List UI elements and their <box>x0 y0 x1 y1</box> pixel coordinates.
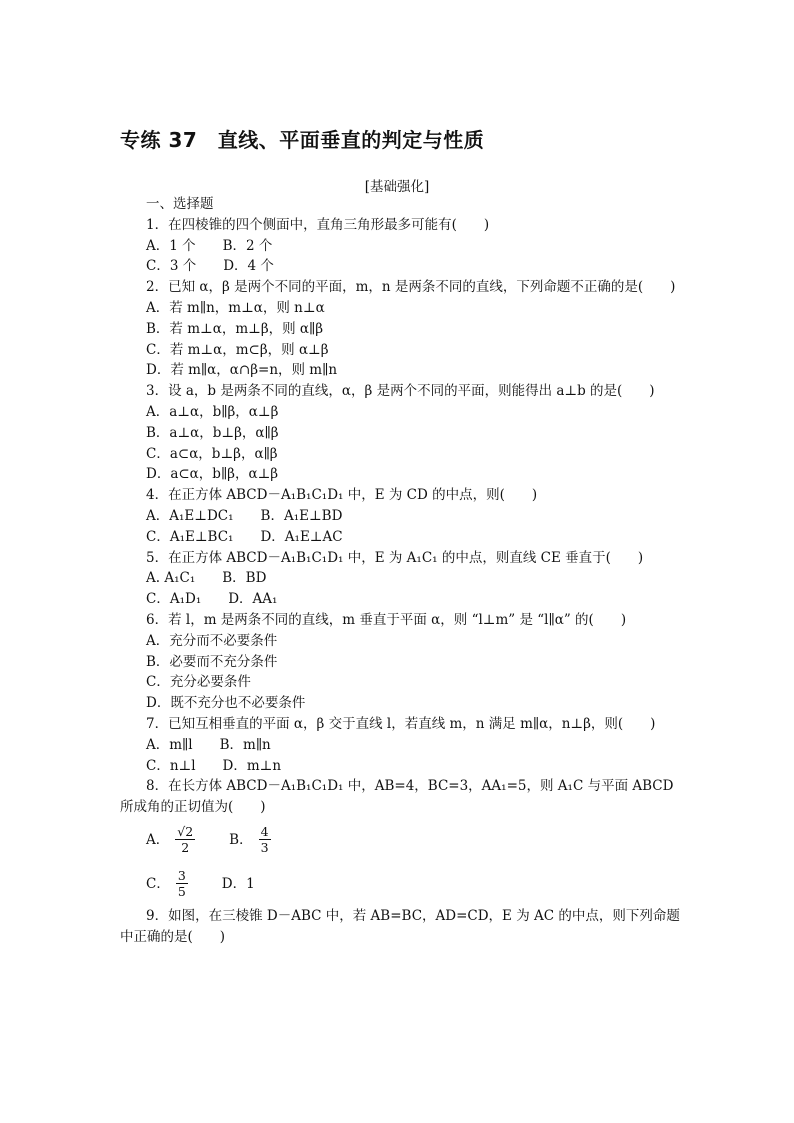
numerator: 3 <box>177 868 186 884</box>
fraction-b <box>259 824 271 855</box>
option-b: B．若 m⊥α，m⊥β，则 α∥β <box>146 320 324 337</box>
option-row: A．1 个 B．2 个 <box>146 237 273 254</box>
option-a: A．若 m∥n，m⊥α，则 n⊥α <box>146 299 325 316</box>
page-title: 专练 37 直线、平面垂直的判定与性质 <box>120 128 485 152</box>
question-6 <box>120 610 680 714</box>
option-a: A．充分而不必要条件 <box>146 632 278 649</box>
numerator: 4 <box>260 824 269 840</box>
option-row <box>120 818 680 862</box>
option-a: A．a⊥α，b∥β，α⊥β <box>146 403 279 420</box>
denominator: 5 <box>177 884 186 900</box>
denominator: 3 <box>260 840 269 856</box>
question-3 <box>120 381 680 485</box>
denominator: 2 <box>181 840 190 856</box>
option-c: C．a⊂α，b⊥β，α∥β <box>146 445 278 462</box>
option-a-label: A． <box>146 831 170 848</box>
option-d: D．若 m∥α，α∩β=n，则 m∥n <box>146 362 338 379</box>
option-d: D．a⊂α，b∥β，α⊥β <box>146 466 279 483</box>
option-b-label: B． <box>229 831 253 848</box>
question-stem: 3．设 a，b 是两条不同的直线，α，β 是两个不同的平面，则能得出 a⊥b 的是( ) <box>146 383 655 400</box>
fraction-a <box>175 824 195 855</box>
option-b: B．a⊥α，b⊥β，α∥β <box>146 424 279 441</box>
option-row: C．3 个 D．4 个 <box>146 258 274 275</box>
option-row <box>120 862 680 906</box>
option-row: C．A₁D₁ D．AA₁ <box>146 591 278 608</box>
option-row: C．A₁E⊥BC₁ D．A₁E⊥AC <box>146 528 343 545</box>
part-heading: 一、选择题 <box>146 196 214 212</box>
question-stem: 1．在四棱锥的四个侧面中，直角三角形最多可能有( ) <box>146 216 490 233</box>
question-stem: 7．已知互相垂直的平面 α，β 交于直线 l，若直线 m，n 满足 m∥α，n⊥β，则( ) <box>146 715 656 732</box>
question-stem: 9．如图，在三棱锥 D－ABC 中，若 AB=BC，AD=CD，E 为 AC 的中点，则下列命题中正确的是( ) <box>120 907 680 945</box>
option-c-label: C． <box>146 875 170 892</box>
option-row: A．m∥l B．m∥n <box>146 736 271 753</box>
option-row: C．n⊥l D．m⊥n <box>146 757 282 774</box>
option-row: A．A₁E⊥DC₁ B．A₁E⊥BD <box>146 507 343 524</box>
question-4 <box>120 485 680 547</box>
option-c: C．若 m⊥α，m⊂β，则 α⊥β <box>146 341 329 358</box>
question-stem: 2．已知 α，β 是两个不同的平面，m，n 是两条不同的直线，下列命题不正确的是( ) <box>146 279 676 296</box>
question-stem: 6．若 l，m 是两条不同的直线，m 垂直于平面 α，则 “l⊥m” 是 “l∥α” 的( ) <box>146 611 627 628</box>
section-heading: [基础强化] <box>364 179 430 195</box>
option-row: A. A₁C₁ B．BD <box>146 570 267 587</box>
fraction-c <box>176 868 188 899</box>
question-7 <box>120 714 680 776</box>
question-2 <box>120 277 680 381</box>
question-8 <box>120 776 680 906</box>
question-stem: 4．在正方体 ABCD－A₁B₁C₁D₁ 中，E 为 CD 的中点，则( ) <box>146 487 538 504</box>
option-b: B．必要而不充分条件 <box>146 653 278 670</box>
question-stem: 5．在正方体 ABCD－A₁B₁C₁D₁ 中，E 为 A₁C₁ 的中点，则直线 CE 垂直于( ) <box>146 549 644 566</box>
question-list <box>120 194 680 948</box>
option-d: D．既不充分也不必要条件 <box>146 695 306 712</box>
question-stem: 8．在长方体 ABCD－A₁B₁C₁D₁ 中，AB=4，BC=3，AA₁=5，则 A₁C 与平面 ABCD 所成角的正切值为( ) <box>120 778 674 816</box>
question-5 <box>120 548 680 610</box>
option-d: D．1 <box>221 875 255 892</box>
question-9 <box>120 906 680 948</box>
numerator: √2 <box>177 824 194 840</box>
option-c: C．充分必要条件 <box>146 674 251 691</box>
question-1 <box>120 215 680 277</box>
